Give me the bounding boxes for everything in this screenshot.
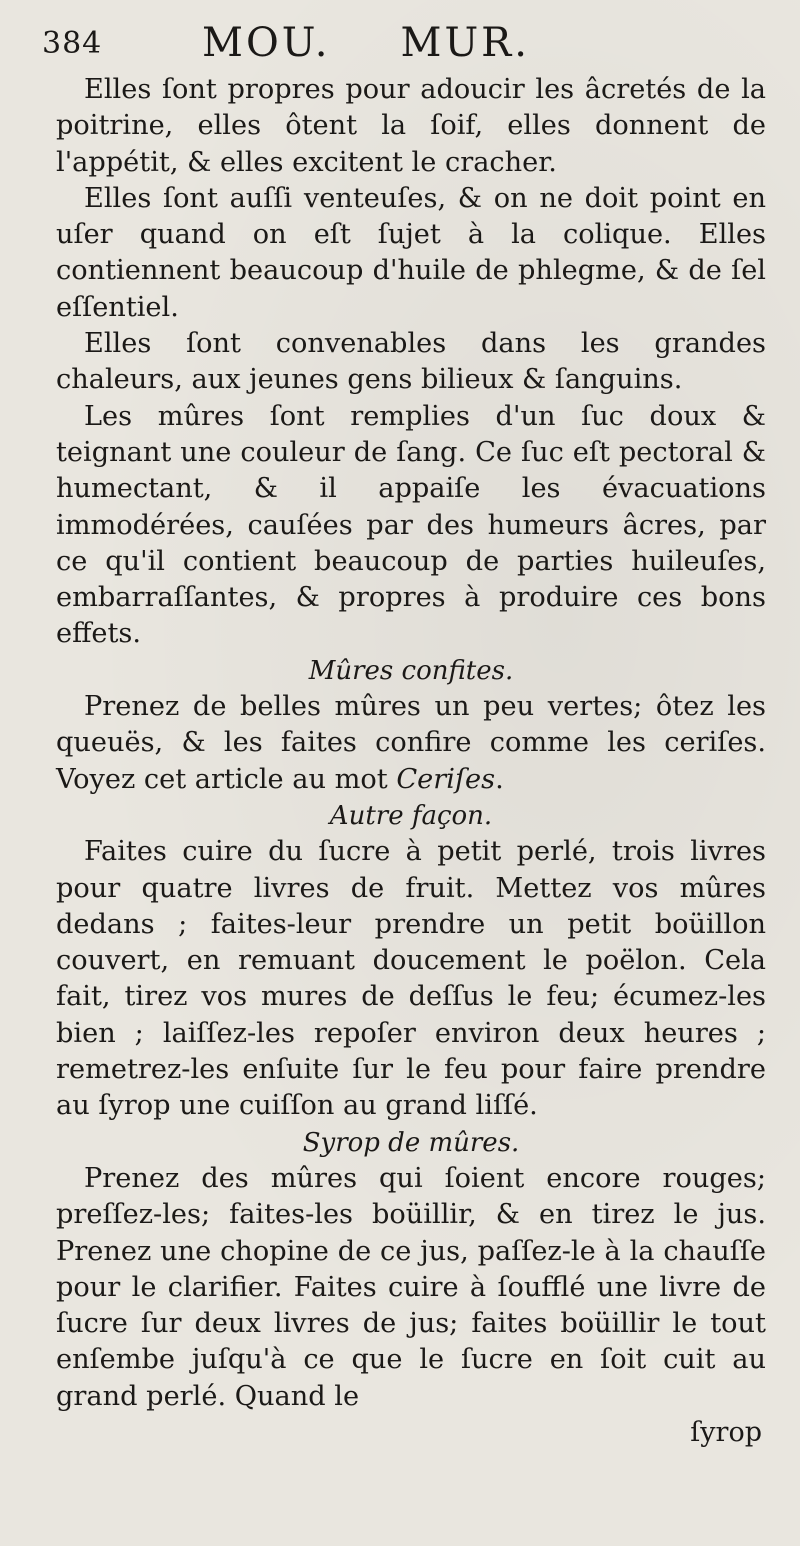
paragraph: Elles ſont convenables dans les grandes chaleurs, aux jeunes gens bilieux & ſanguins. <box>56 328 766 396</box>
page-number: 384 <box>42 26 103 61</box>
paragraph: Faites cuire du ſucre à petit perlé, trois livres pour quatre livres de fruit. Mettez vos mûres dedans ; faites-leur prendre un petit boüillon couvert, en remuant doucement le poëlon. Cela fait, tirez vos mures de deſſus le feu; écumez-les bien ; laiſſez-les repoſer environ deux heures ; remetrez-les enſuite ſur le feu pour faire prendre au ſyrop une cuiſſon au grand liſſé. <box>56 836 766 1122</box>
cross-reference: Ceriſes <box>396 763 496 795</box>
running-head <box>202 20 530 66</box>
paragraph: Les mûres ſont remplies d'un ſuc doux & teignant une couleur de ſang. Ce ſuc eſt pectoral & humectant, & il appaiſe les évacuations immodérées, cauſées par des humeurs âcres, par ce qu'il contient beaucoup de parties huileuſes, embarraſſantes, & propres à produire ces bons effets. <box>56 400 766 650</box>
paragraph: Elles ſont auſſi venteuſes, & on ne doit point en uſer quand on eſt ſujet à la colique. Elles contiennent beaucoup d'huile de phlegme, & de ſel eſſentiel. <box>56 182 766 323</box>
section-heading-syrop-de-mures <box>56 1125 766 1161</box>
section-heading-autre-facon <box>56 798 766 834</box>
page-header <box>42 20 766 72</box>
paragraph: Elles ſont propres pour adoucir les âcretés de la poitrine, elles ôtent la ſoif, elles donnent de l'appétit, & elles excitent le cracher. <box>56 74 766 178</box>
section-heading-mures-confites <box>56 653 766 689</box>
running-head-right: MUR. <box>400 20 531 66</box>
paragraph: Prenez des mûres qui ſoient encore rouges; preſſez-les; faites-les boüillir, & en tirez le jus. Prenez une chopine de ce jus, paſſez-le à la chauſſe pour le clarifier. Faites cuire à ſoufflé une livre de ſucre ſur deux livres de jus; faites boüillir le tout enſembe juſqu'à ce que le ſucre en ſoit cuit au grand perlé. Quand le <box>56 1162 766 1412</box>
paragraph-text-end: . <box>495 763 504 795</box>
section-heading-text: Syrop de mûres. <box>302 1127 520 1158</box>
section-heading-text: Mûres confites. <box>308 655 514 686</box>
paragraph-text: Prenez de belles mûres un peu vertes; ôtez les queuës, & les faites confire comme les ceriſes. Voyez cet article au mot <box>56 691 766 795</box>
section-heading-text: Autre façon. <box>329 800 493 831</box>
paragraph <box>56 689 766 798</box>
running-head-left: MOU. <box>202 20 331 66</box>
body-text <box>56 72 766 1451</box>
catchword: ſyrop <box>690 1416 762 1448</box>
